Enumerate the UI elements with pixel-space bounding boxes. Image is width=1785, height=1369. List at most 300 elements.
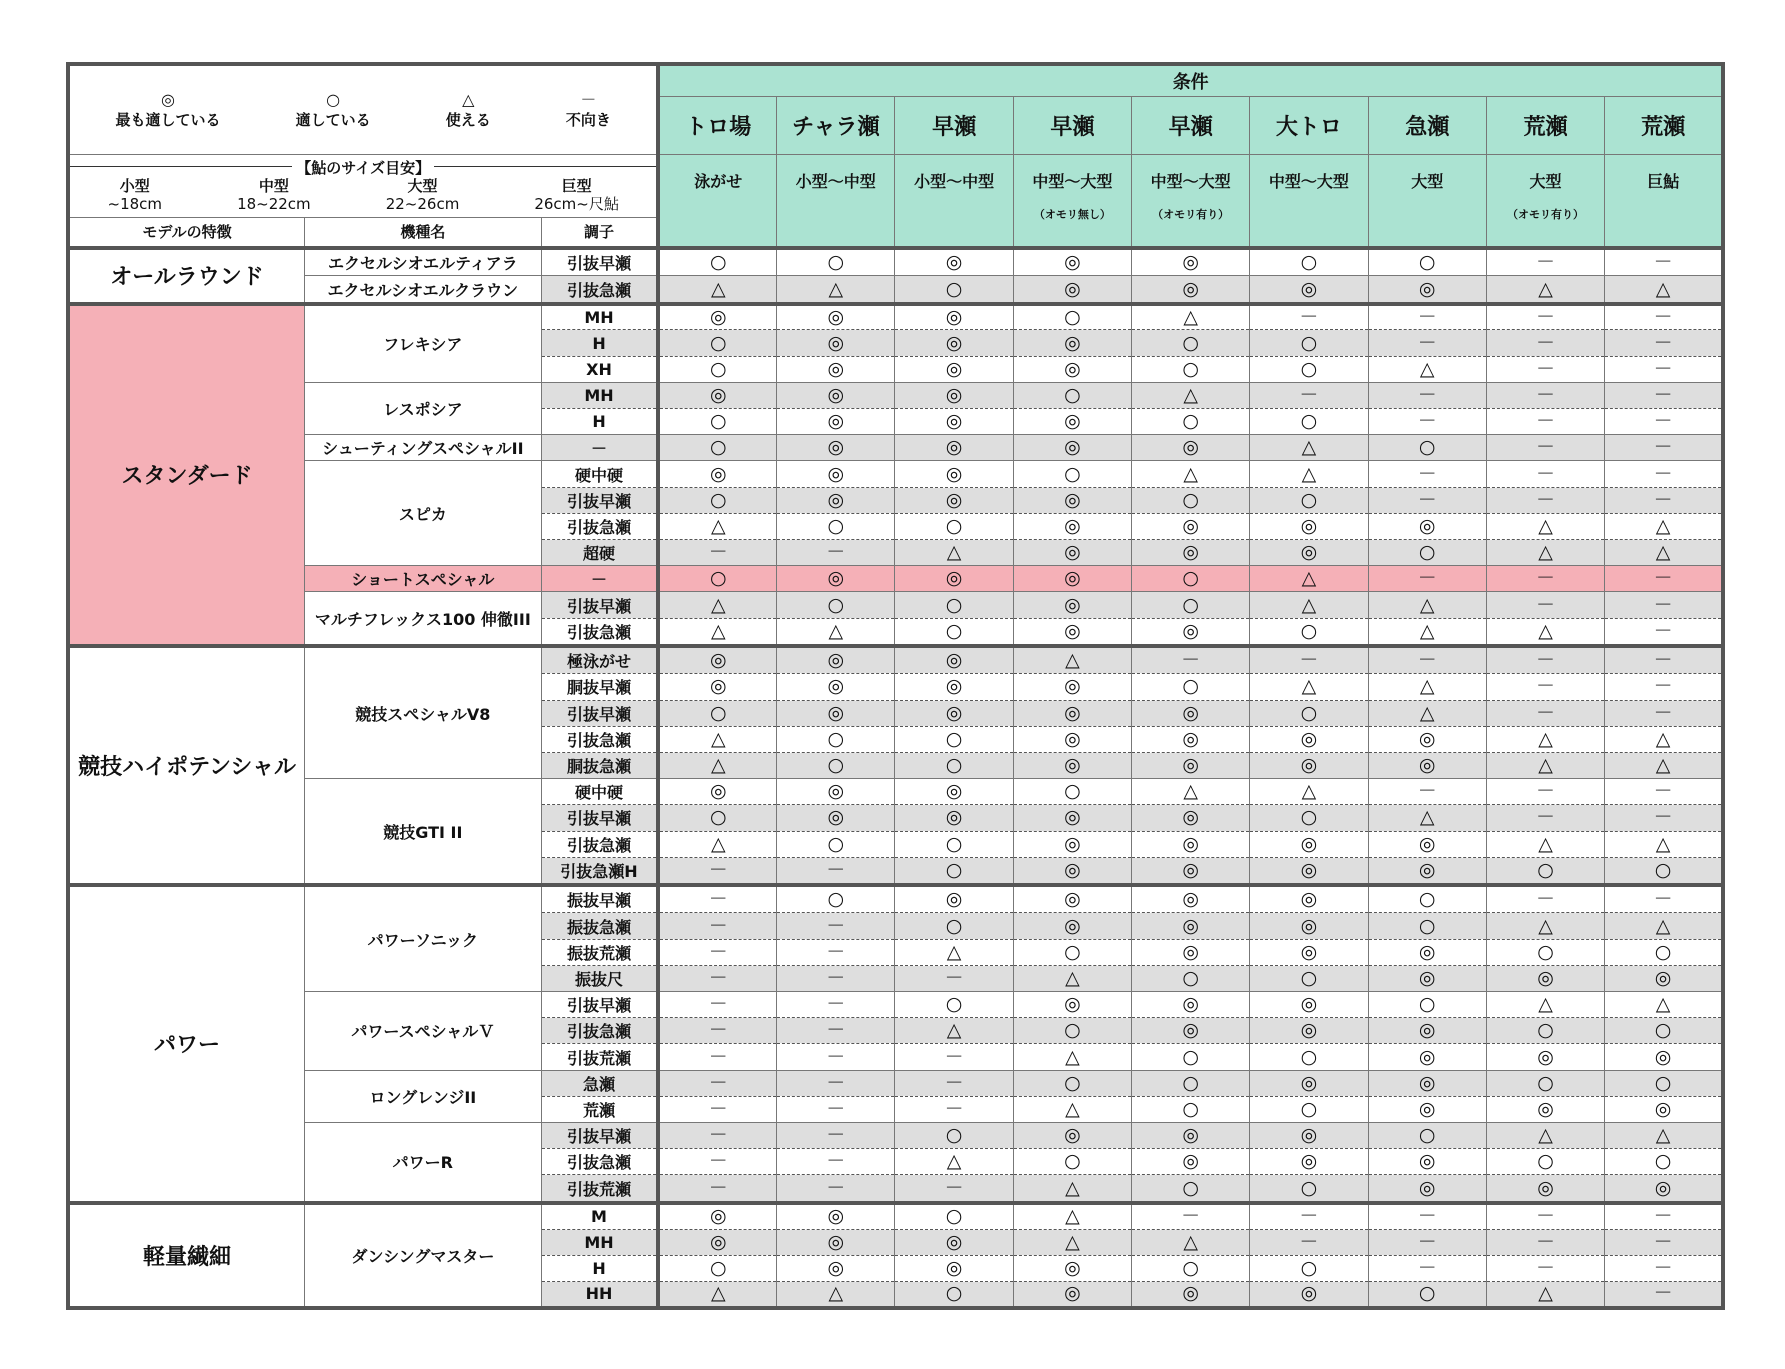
tone-cell: 引抜早瀬	[541, 700, 658, 726]
triangle-icon: △	[1605, 831, 1723, 857]
circle-icon: ○	[1132, 1175, 1250, 1203]
dash-icon: －	[777, 992, 895, 1018]
tone-cell: 引抜急瀬	[541, 618, 658, 646]
tone-cell: H	[541, 1255, 658, 1281]
condition-name: 早瀬	[1013, 97, 1131, 154]
double-circle-icon: ◎	[658, 779, 776, 805]
triangle-icon: △	[895, 1018, 1013, 1044]
double-circle-icon: ◎	[1013, 726, 1131, 752]
table-row	[68, 1203, 1723, 1229]
tone-cell: 引抜早瀬	[541, 592, 658, 618]
table-row	[68, 992, 1723, 1018]
circle-icon: ○	[658, 700, 776, 726]
dash-icon: －	[1605, 1281, 1723, 1308]
dash-icon: －	[1605, 330, 1723, 356]
double-circle-icon: ◎	[1132, 1018, 1250, 1044]
condition-size: 小型～中型	[914, 171, 995, 191]
triangle-icon: △	[1368, 674, 1486, 700]
triangle-icon: △	[1605, 1123, 1723, 1149]
dash-icon: －	[777, 965, 895, 991]
model-name: フレキシア	[305, 304, 542, 383]
double-circle-icon: ◎	[161, 89, 176, 109]
double-circle-icon: ◎	[1132, 1123, 1250, 1149]
double-circle-icon: ◎	[777, 566, 895, 592]
double-circle-icon: ◎	[777, 779, 895, 805]
model-name: 競技スペシャルV8	[305, 646, 542, 779]
dash-icon: －	[1605, 1203, 1723, 1229]
dash-icon: －	[777, 1096, 895, 1122]
triangle-icon: △	[895, 540, 1013, 566]
model-name: パワーソニック	[305, 885, 542, 991]
dash-icon: －	[658, 939, 776, 965]
triangle-icon: △	[658, 1281, 776, 1308]
double-circle-icon: ◎	[1132, 831, 1250, 857]
table-row	[68, 435, 1723, 461]
double-circle-icon: ◎	[1013, 700, 1131, 726]
double-circle-icon: ◎	[777, 487, 895, 513]
dash-icon: －	[777, 939, 895, 965]
double-circle-icon: ◎	[1250, 992, 1368, 1018]
dash-icon: －	[1605, 304, 1723, 330]
triangle-icon: △	[658, 726, 776, 752]
circle-icon: ○	[1132, 330, 1250, 356]
double-circle-icon: ◎	[1486, 965, 1604, 991]
dash-icon: －	[658, 1123, 776, 1149]
col-header-category: モデルの特徴	[68, 217, 305, 248]
dash-icon: －	[1486, 566, 1604, 592]
dash-icon: －	[777, 857, 895, 885]
condition-label: 条件	[658, 64, 1723, 97]
circle-icon: ○	[895, 513, 1013, 539]
double-circle-icon: ◎	[1013, 674, 1131, 700]
model-name: シューティングスペシャルII	[305, 435, 542, 461]
tone-cell: MH	[541, 304, 658, 330]
double-circle-icon: ◎	[1132, 276, 1250, 304]
dash-icon: －	[658, 1044, 776, 1070]
triangle-icon: △	[1605, 913, 1723, 939]
triangle-icon: △	[1605, 726, 1723, 752]
triangle-icon: △	[658, 752, 776, 778]
double-circle-icon: ◎	[1368, 1149, 1486, 1175]
condition-note	[660, 206, 776, 220]
condition-size: 泳がせ	[694, 171, 743, 191]
double-circle-icon: ◎	[1013, 831, 1131, 857]
dash-icon: －	[1605, 618, 1723, 646]
dash-icon: －	[1605, 779, 1723, 805]
double-circle-icon: ◎	[1368, 752, 1486, 778]
dash-icon: －	[658, 913, 776, 939]
dash-icon: －	[1605, 248, 1723, 276]
circle-icon: ○	[1368, 435, 1486, 461]
dash-icon: －	[1605, 435, 1723, 461]
triangle-icon: △	[1250, 435, 1368, 461]
double-circle-icon: ◎	[1132, 805, 1250, 831]
legend-label: 使える	[445, 111, 491, 130]
dash-icon: －	[1368, 1203, 1486, 1229]
condition-size: 中型～大型	[1032, 171, 1113, 191]
double-circle-icon: ◎	[1250, 939, 1368, 965]
double-circle-icon: ◎	[777, 356, 895, 382]
dash-icon: －	[1486, 646, 1604, 674]
condition-name: 急瀬	[1368, 97, 1486, 154]
col-header-tone: 調子	[541, 217, 658, 248]
tone-cell: 振抜急瀬	[541, 913, 658, 939]
circle-icon: ○	[658, 435, 776, 461]
double-circle-icon: ◎	[658, 674, 776, 700]
table-row	[68, 248, 1723, 276]
circle-icon: ○	[1250, 1255, 1368, 1281]
tone-cell: 引抜急瀬	[541, 726, 658, 752]
circle-icon: ○	[777, 726, 895, 752]
double-circle-icon: ◎	[658, 304, 776, 330]
legend-label: 不向き	[565, 111, 611, 130]
double-circle-icon: ◎	[1250, 540, 1368, 566]
dash-icon: －	[1605, 461, 1723, 487]
dash-icon: －	[895, 1096, 1013, 1122]
double-circle-icon: ◎	[895, 646, 1013, 674]
circle-icon: ○	[658, 330, 776, 356]
double-circle-icon: ◎	[1368, 1070, 1486, 1096]
double-circle-icon: ◎	[1250, 726, 1368, 752]
double-circle-icon: ◎	[777, 435, 895, 461]
dash-icon: －	[1250, 1203, 1368, 1229]
double-circle-icon: ◎	[895, 435, 1013, 461]
dash-icon: －	[1486, 382, 1604, 408]
condition-note: （オモリ無し）	[1033, 207, 1111, 221]
table-row	[68, 276, 1723, 304]
triangle-icon: △	[1013, 1096, 1131, 1122]
triangle-icon: △	[1250, 674, 1368, 700]
triangle-icon: △	[1013, 646, 1131, 674]
tone-cell: 振抜早瀬	[541, 885, 658, 913]
circle-icon: ○	[1250, 1044, 1368, 1070]
double-circle-icon: ◎	[1013, 1123, 1131, 1149]
double-circle-icon: ◎	[1013, 1255, 1131, 1281]
condition-note	[895, 206, 1012, 220]
dash-icon: －	[1368, 779, 1486, 805]
dash-icon: －	[658, 965, 776, 991]
table-row	[68, 461, 1723, 487]
circle-icon: ○	[658, 566, 776, 592]
tone-cell: 引抜荒瀬	[541, 1044, 658, 1070]
circle-icon: ○	[1013, 1149, 1131, 1175]
double-circle-icon: ◎	[895, 304, 1013, 330]
triangle-icon: △	[1486, 513, 1604, 539]
dash-icon: －	[777, 1070, 895, 1096]
circle-icon: ○	[1132, 1044, 1250, 1070]
dash-icon: －	[777, 1175, 895, 1203]
double-circle-icon: ◎	[1368, 1018, 1486, 1044]
double-circle-icon: ◎	[1368, 831, 1486, 857]
dash-icon: －	[1486, 461, 1604, 487]
dash-icon: －	[1486, 248, 1604, 276]
double-circle-icon: ◎	[1250, 857, 1368, 885]
double-circle-icon: ◎	[895, 487, 1013, 513]
circle-icon: ○	[895, 1281, 1013, 1308]
condition-note: （オモリ有り）	[1507, 207, 1584, 221]
circle-icon: ○	[658, 1255, 776, 1281]
dash-icon: －	[1486, 487, 1604, 513]
circle-icon: ○	[1132, 487, 1250, 513]
circle-icon: ○	[777, 248, 895, 276]
dash-icon: －	[1250, 1229, 1368, 1255]
double-circle-icon: ◎	[1132, 885, 1250, 913]
double-circle-icon: ◎	[1368, 1096, 1486, 1122]
double-circle-icon: ◎	[895, 1255, 1013, 1281]
dash-icon: －	[1605, 592, 1723, 618]
circle-icon: ○	[895, 726, 1013, 752]
dash-icon: －	[1486, 885, 1604, 913]
condition-name: 大トロ	[1250, 97, 1368, 154]
condition-detail	[1132, 154, 1250, 248]
double-circle-icon: ◎	[1013, 435, 1131, 461]
condition-detail	[1013, 154, 1131, 248]
double-circle-icon: ◎	[1013, 356, 1131, 382]
legend-item	[446, 89, 491, 131]
model-name: ロングレンジII	[305, 1070, 542, 1122]
circle-icon: ○	[895, 1123, 1013, 1149]
category-name: オールラウンド	[68, 248, 305, 304]
circle-icon: ○	[1605, 1070, 1723, 1096]
tone-cell: 引抜早瀬	[541, 1123, 658, 1149]
circle-icon: ○	[1132, 356, 1250, 382]
condition-name: 荒瀬	[1605, 97, 1723, 154]
dash-icon: －	[895, 1044, 1013, 1070]
dash-icon: －	[1605, 356, 1723, 382]
condition-name: 早瀬	[895, 97, 1013, 154]
circle-icon: ○	[658, 409, 776, 435]
double-circle-icon: ◎	[1486, 1175, 1604, 1203]
triangle-icon: △	[1605, 752, 1723, 778]
col-header-model: 機種名	[305, 217, 542, 248]
double-circle-icon: ◎	[1132, 700, 1250, 726]
dash-icon: －	[895, 965, 1013, 991]
model-name: レスポシア	[305, 382, 542, 434]
circle-icon: ○	[1132, 592, 1250, 618]
circle-icon: ○	[1013, 461, 1131, 487]
double-circle-icon: ◎	[1132, 513, 1250, 539]
condition-name: 荒瀬	[1486, 97, 1604, 154]
model-name: エクセルシオエルティアラ	[305, 248, 542, 276]
dash-icon: －	[1368, 304, 1486, 330]
triangle-icon: △	[658, 831, 776, 857]
tone-cell: 引抜急瀬	[541, 276, 658, 304]
double-circle-icon: ◎	[895, 382, 1013, 408]
double-circle-icon: ◎	[777, 805, 895, 831]
triangle-icon: △	[1368, 700, 1486, 726]
dash-icon: －	[658, 992, 776, 1018]
dash-icon: －	[1368, 646, 1486, 674]
double-circle-icon: ◎	[1132, 540, 1250, 566]
double-circle-icon: ◎	[1132, 435, 1250, 461]
triangle-icon: △	[777, 276, 895, 304]
tone-cell: 引抜早瀬	[541, 248, 658, 276]
triangle-icon: △	[895, 1149, 1013, 1175]
dash-icon: －	[1605, 566, 1723, 592]
double-circle-icon: ◎	[1368, 1175, 1486, 1203]
double-circle-icon: ◎	[777, 1203, 895, 1229]
condition-name: チャラ瀬	[777, 97, 895, 154]
double-circle-icon: ◎	[1013, 752, 1131, 778]
tone-cell: －	[541, 435, 658, 461]
circle-icon: ○	[1132, 965, 1250, 991]
category-name: 軽量繊細	[68, 1203, 305, 1308]
double-circle-icon: ◎	[1013, 513, 1131, 539]
triangle-icon: △	[1486, 992, 1604, 1018]
dash-icon: －	[658, 857, 776, 885]
double-circle-icon: ◎	[1013, 566, 1131, 592]
circle-icon: ○	[777, 885, 895, 913]
circle-icon: ○	[1013, 1070, 1131, 1096]
triangle-icon: △	[1132, 382, 1250, 408]
tone-cell: H	[541, 330, 658, 356]
circle-icon: ○	[1486, 1149, 1604, 1175]
dash-icon: －	[777, 540, 895, 566]
dash-icon: －	[1132, 1203, 1250, 1229]
size-item: 大型 22~26cm	[385, 177, 460, 214]
dash-icon: －	[658, 885, 776, 913]
circle-icon: ○	[895, 992, 1013, 1018]
double-circle-icon: ◎	[1013, 276, 1131, 304]
circle-icon: ○	[1605, 1149, 1723, 1175]
dash-icon: －	[1605, 487, 1723, 513]
dash-icon: －	[1368, 1255, 1486, 1281]
double-circle-icon: ◎	[777, 304, 895, 330]
circle-icon: ○	[658, 487, 776, 513]
circle-icon: ○	[1486, 939, 1604, 965]
triangle-icon: △	[1132, 461, 1250, 487]
double-circle-icon: ◎	[777, 382, 895, 408]
dash-icon: －	[1486, 304, 1604, 330]
double-circle-icon: ◎	[777, 1255, 895, 1281]
condition-detail	[1605, 154, 1723, 248]
tone-cell: 振抜尺	[541, 965, 658, 991]
dash-icon: －	[1605, 1229, 1723, 1255]
circle-icon: ○	[777, 752, 895, 778]
circle-icon: ○	[895, 913, 1013, 939]
triangle-icon: △	[1368, 356, 1486, 382]
circle-icon: ○	[1368, 248, 1486, 276]
table-row	[68, 304, 1723, 330]
double-circle-icon: ◎	[1250, 1149, 1368, 1175]
double-circle-icon: ◎	[1013, 592, 1131, 618]
triangle-icon: △	[1605, 276, 1723, 304]
tone-cell: －	[541, 566, 658, 592]
dash-icon: －	[777, 1149, 895, 1175]
double-circle-icon: ◎	[895, 805, 1013, 831]
triangle-icon: △	[658, 618, 776, 646]
double-circle-icon: ◎	[1013, 487, 1131, 513]
circle-icon: ○	[1486, 857, 1604, 885]
dash-icon: －	[1605, 700, 1723, 726]
dash-icon: －	[1486, 805, 1604, 831]
double-circle-icon: ◎	[895, 700, 1013, 726]
double-circle-icon: ◎	[1132, 939, 1250, 965]
circle-icon: ○	[1368, 540, 1486, 566]
triangle-icon: △	[1250, 592, 1368, 618]
circle-icon: ○	[1013, 939, 1131, 965]
circle-icon: ○	[658, 805, 776, 831]
triangle-icon: △	[1486, 831, 1604, 857]
double-circle-icon: ◎	[1605, 965, 1723, 991]
condition-note	[1250, 206, 1367, 220]
circle-icon: ○	[1605, 857, 1723, 885]
dash-icon: －	[658, 1096, 776, 1122]
table-row	[68, 646, 1723, 674]
double-circle-icon: ◎	[1250, 1123, 1368, 1149]
dash-icon: －	[777, 1123, 895, 1149]
triangle-icon: △	[1486, 540, 1604, 566]
circle-icon: ○	[1013, 779, 1131, 805]
circle-icon: ○	[1013, 382, 1131, 408]
triangle-icon: △	[1250, 779, 1368, 805]
condition-size: 中型～大型	[1150, 171, 1231, 191]
triangle-icon: △	[1013, 1044, 1131, 1070]
legend-label: 適している	[295, 111, 371, 130]
tone-cell: 引抜急瀬	[541, 513, 658, 539]
circle-icon: ○	[326, 89, 341, 109]
dash-icon: －	[1368, 461, 1486, 487]
dash-icon: －	[1486, 779, 1604, 805]
triangle-icon: △	[777, 1281, 895, 1308]
tone-cell: 極泳がせ	[541, 646, 658, 674]
dash-icon: －	[1486, 700, 1604, 726]
circle-icon: ○	[1250, 487, 1368, 513]
condition-size: 巨鮎	[1647, 171, 1680, 191]
triangle-icon: △	[1486, 618, 1604, 646]
double-circle-icon: ◎	[895, 409, 1013, 435]
table-row	[68, 779, 1723, 805]
circle-icon: ○	[1368, 913, 1486, 939]
size-guide	[68, 154, 658, 217]
double-circle-icon: ◎	[1250, 831, 1368, 857]
triangle-icon: △	[1486, 1123, 1604, 1149]
circle-icon: ○	[895, 276, 1013, 304]
double-circle-icon: ◎	[1013, 805, 1131, 831]
triangle-icon: △	[1368, 805, 1486, 831]
triangle-icon: △	[1605, 540, 1723, 566]
circle-icon: ○	[1132, 674, 1250, 700]
double-circle-icon: ◎	[1013, 857, 1131, 885]
triangle-icon: △	[1486, 913, 1604, 939]
double-circle-icon: ◎	[895, 356, 1013, 382]
double-circle-icon: ◎	[1132, 992, 1250, 1018]
triangle-icon: △	[1368, 618, 1486, 646]
circle-icon: ○	[777, 592, 895, 618]
dash-icon: －	[1486, 1203, 1604, 1229]
triangle-icon: △	[1368, 592, 1486, 618]
circle-icon: ○	[1250, 965, 1368, 991]
double-circle-icon: ◎	[895, 461, 1013, 487]
condition-name: トロ場	[658, 97, 776, 154]
dash-icon: －	[1605, 885, 1723, 913]
dash-icon: －	[1368, 487, 1486, 513]
dash-icon: －	[777, 1044, 895, 1070]
circle-icon: ○	[1486, 1070, 1604, 1096]
double-circle-icon: ◎	[1368, 965, 1486, 991]
double-circle-icon: ◎	[1368, 276, 1486, 304]
dash-icon: －	[1250, 382, 1368, 408]
circle-icon: ○	[1250, 1096, 1368, 1122]
size-item: 中型 18~22cm	[237, 177, 311, 214]
circle-icon: ○	[1132, 566, 1250, 592]
double-circle-icon: ◎	[1368, 939, 1486, 965]
double-circle-icon: ◎	[777, 461, 895, 487]
circle-icon: ○	[1368, 1281, 1486, 1308]
double-circle-icon: ◎	[1132, 618, 1250, 646]
double-circle-icon: ◎	[895, 674, 1013, 700]
model-name: エクセルシオエルクラウン	[305, 276, 542, 304]
